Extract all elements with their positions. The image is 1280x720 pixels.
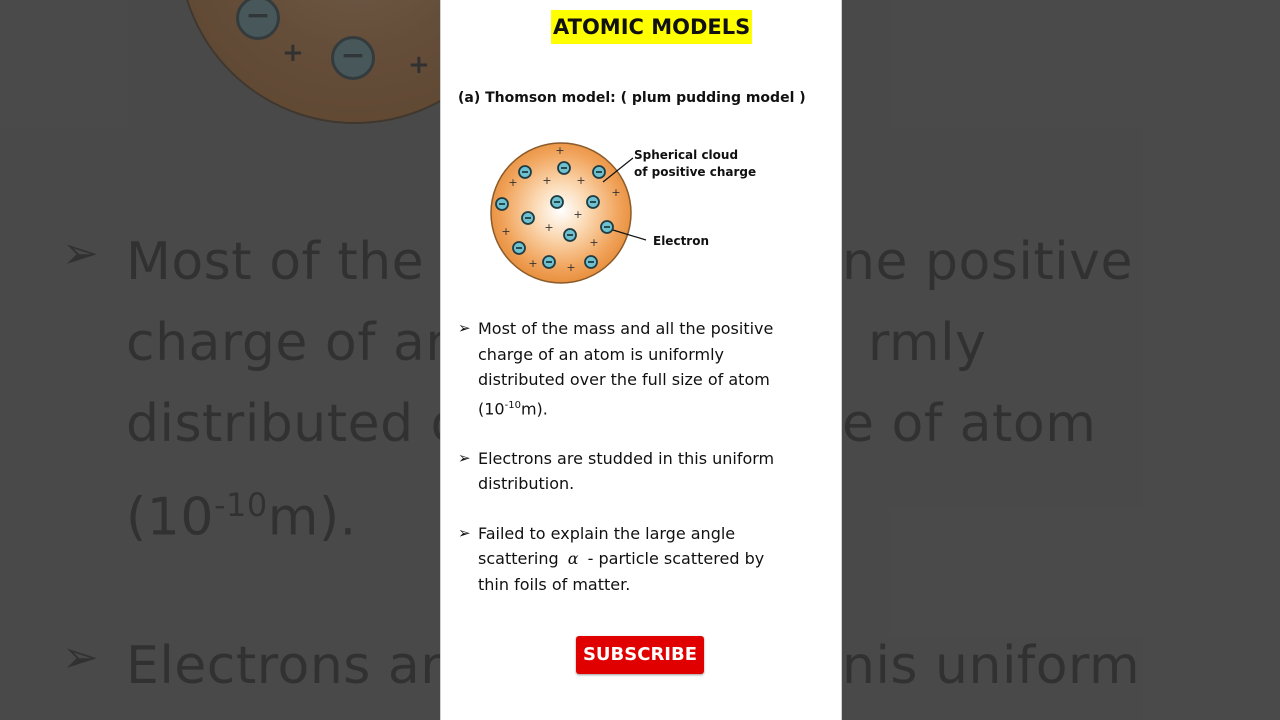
bullet-line: thin foils of matter.: [478, 575, 631, 595]
list-item: [458, 316, 828, 422]
plus-icon: +: [611, 186, 621, 199]
plus-icon: +: [566, 261, 576, 274]
bullet-line: Most of the mass and all the positive: [478, 319, 774, 338]
bullet-list: [458, 316, 828, 622]
electron-icon: [543, 256, 555, 268]
electron-icon: [587, 196, 599, 208]
page-title: ATOMIC MODELS: [551, 10, 752, 44]
slide-page: [440, 0, 842, 720]
electron-icon: [558, 162, 570, 174]
electron-icon: [601, 221, 613, 233]
plus-icon: +: [501, 225, 511, 238]
label-cloud-line1: Spherical cloud: [634, 148, 739, 162]
plus-icon: +: [528, 257, 538, 270]
electron-icon: [585, 256, 597, 268]
bullet-line: distribution.: [478, 474, 575, 494]
bullet-line: distributed over the full size of atom: [478, 370, 770, 390]
label-cloud-line2: of positive charge: [634, 165, 757, 179]
plus-icon: +: [555, 144, 565, 157]
plus-icon: +: [576, 174, 586, 187]
electron-icon: [496, 198, 508, 210]
arrow-bullet-icon: ➢: [458, 448, 471, 467]
plus-icon: +: [542, 174, 552, 187]
arrow-bullet-icon: ➢: [458, 319, 471, 337]
electron-icon: [522, 212, 534, 224]
bullet-line: Failed to explain the large angle: [478, 523, 736, 543]
electron-icon: [593, 166, 605, 178]
plus-icon: +: [544, 221, 554, 234]
bullet-line: $(10^{-10}m)$.: [478, 399, 548, 419]
label-electron: Electron: [653, 234, 710, 248]
arrow-bullet-icon: ➢: [458, 523, 471, 542]
bullet-line: Electrons are studded in this uniform: [478, 448, 775, 468]
electron-icon: [551, 196, 563, 208]
list-item: [458, 521, 828, 598]
plus-icon: +: [573, 208, 583, 221]
plus-icon: +: [508, 176, 518, 189]
section-heading: (a) Thomson model: ( plum pudding model ): [458, 90, 806, 106]
electron-icon: [513, 242, 525, 254]
plus-icon: +: [589, 236, 599, 249]
thomson-model-diagram: [481, 130, 801, 300]
alpha-symbol: α: [567, 549, 579, 569]
electron-icon: [564, 229, 576, 241]
subscribe-button[interactable]: SUBSCRIBE: [576, 636, 704, 674]
bullet-line: scattering α - particle scattered by: [478, 549, 765, 569]
list-item: [458, 446, 828, 497]
electron-icon: [519, 166, 531, 178]
bullet-line: charge of an atom is uniformly: [478, 344, 725, 364]
